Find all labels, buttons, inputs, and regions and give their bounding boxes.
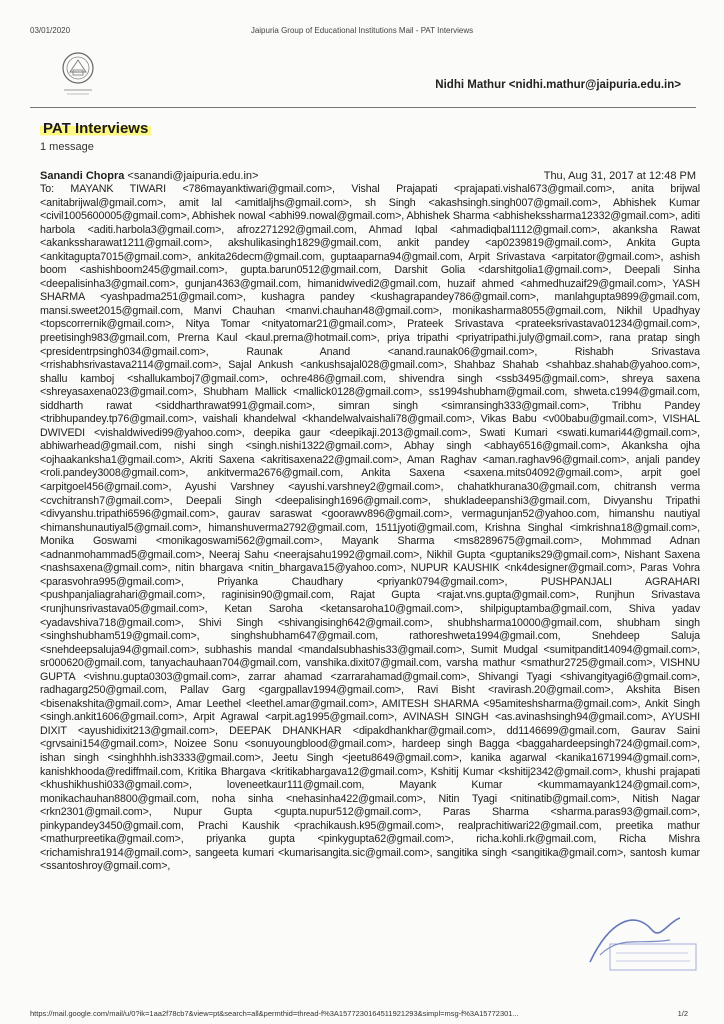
institution-stamp	[580, 900, 700, 980]
message-timestamp: Thu, Aug 31, 2017 at 12:48 PM	[543, 170, 696, 182]
stamp-seal-icon	[580, 900, 700, 980]
print-date: 03/01/2020	[30, 26, 71, 35]
message-from	[40, 170, 258, 182]
header-divider	[30, 107, 696, 108]
sender-email: <sanandi@jaipuria.edu.in>	[127, 170, 259, 182]
thread-subject: PAT Interviews	[40, 120, 151, 137]
jaipuria-logo	[56, 46, 100, 102]
account-email: Nidhi Mathur <nidhi.mathur@jaipuria.edu.in>	[435, 79, 681, 91]
print-title: Jaipuria Group of Educational Institutions Mail - PAT Interviews	[250, 26, 474, 35]
page-number: 1/2	[677, 1009, 688, 1018]
sender-name: Sanandi Chopra	[40, 170, 125, 182]
message-count: 1 message	[40, 141, 94, 153]
crest-icon	[56, 46, 100, 102]
print-url: https://mail.google.com/mail/u/0?ik=1aa2f78cb7&view=pt&search=all&permthid=thread-f%3A1577230164511921293&simpl=msg-f%3A15772301...	[30, 1009, 519, 1018]
recipient-list: To: MAYANK TIWARI <786mayanktiwari@gmail.com>, Vishal Prajapati <prajapati.vishal673@gmail.com>, anita brijwal <anitabrijwal@gmail.com>, amit lal <amitlaljhs@gmail.com>, sh Singh <akashsingh.singh007@gmail.com>, Abhishek Kumar <civil1005600005@gmail.com>, Abhishek nowal <abhi99.nowal@gmail.com>, Abhishek Sharma <abhishekssharma12332@gmail.com>, aditi harbola <aditi.harbola3@gmail.com>, afroz271292@gmail.com, Ahmad Iqbal <ahmadiqbal1112@gmail.com>, akanksha Rawat <akankssharawat1211@gmail.com>, akshulikasingh1829@gmail.com, ankit pandey <ap0239819@gmail.com>, Ankita Gupta <ankitagupta7015@gmail.com>, ankita26decm@gmail.com, guptaaparna94@gmail.com, Arpit Srivastava <arpitator@gmail.com>, ashish boom <ashishboom245@gmail.com>, gupta.barun0512@gmail.com, Darshit Golia <darshitgolia1@gmail.com>, Deepali Sinha <deepalisinha3@gmail.com>, gunjan4363@gmail.com, himanidwivedi2@gmail.com, huzaif ahmed <ahmedhuzaif29@gmail.com>, YASH SHARMA <yashpadma251@gmail.com>, kushagra pandey <kushagrapandey786@gmail.com>, manlahgupta9899@gmail.com, mansi.sweet2015@gmail.com, Manvi Chauhan <manvi.chauhan48@gmail.com>, monikasharma8055@gmail.com, Nikhil Upadhyay <topscorrernik@gmail.com>, Nitya Tomar <nityatomar21@gmail.com>, Prateek Srivastava <prateeksrivastava01234@gmail.com>, preetisingh983@gmail.com, Prerna Kaul <kaul.prerna@hotmail.com>, priya tripathi <priyatripathi.july@gmail.com>, rana pratap singh <presidentrpsingh034@gmail.com>, Raunak Anand <anand.raunak06@gmail.com>, Rishabh Srivastava <rrishabhsrivastava2114@gmail.com>, Sajal Ankush <ankushsajal028@gmail.com>, Shahbaz Shahab <shahbaz.shahab@yahoo.com>, shallu kamboj <shallukamboj7@gmail.com>, ochre486@gmail.com, shivendra singh <ssb3495@gmail.com>, shreya saxena <shreyasaxena023@gmail.com>, Shubham Mallick <mallick0128@gmail.com>, ss1994shubham@gmail.com, shweta.c1994@gmail.com, siddharth rawat <siddharthrawat991@gmail.com>, simran singh <simransingh333@gmail.com>, Tribhu Pandey <tribhupandey.tp76@gmail.com>, vaishali khandelwal <khandelwalvaishali78@gmail.com>, Vikas Babu <v00babu@gmail.com>, VISHAL DWIVEDI <vishaldwivedi99@yahoo.com>, deepika gaur <deepikaji.2013@gmail.com>, Swati Kumari <swati.kumari44@gmail.com>, abhiwarhead@gmail.com, nishi singh <singh.nishi1322@gmail.com>, Abhay singh <abhay6516@gmail.com>, Akanksha ojha <ojhaakanksha1@gmail.com>, Akriti Saxena <akritisaxena22@gmail.com>, Aman Raghav <aman.raghav96@gmail.com>, anjali pandey <roli.pandey3008@gmail.com>, ankitverma2676@gmail.com, Ankita Saxena <saxena.mits04092@gmail.com>, arpit goel <arpitgoel456@gmail.com>, Ayushi Varshney <ayushi.varshney2@gmail.com>, chahatkhurana30@gmail.com, chitransh verma <cvchitransh7@gmail.com>, Deepali Singh <deepalisingh1696@gmail.com>, shukladeepanshi3@gmail.com, Divyanshu Tripathi <divyanshu.tripathi6596@gmail.com>, gaurav saraswat <goorawv896@gmail.com>, vermagunjan52@yahoo.com, himanshu nautiyal <himanshunautiyal5@gmail.com>, himanshuverma2792@gmail.com, 1511jyoti@gmail.com, Krishna Singhal <imkrishna18@gmail.com>, Monika Goswami <monikagoswami562@gmail.com>, Mayank Sharma <ms8289675@gmail.com>, Mohmmad Adnan <adnanmohammad5@gmail.com>, Neeraj Sahu <neerajsahu1992@gmail.com>, Nikhil Gupta <guptaniks29@gmail.com>, Nishant Saxena <nashsaxena@gmail.com>, nitin bhargava <nitin_bhargava15@yahoo.com>, NUPUR KAUSHIK <nk4designer@gmail.com>, Paras Vohra <parasvohra995@gmail.com>, Priyanka Chaudhary <priyank0794@gmail.com>, PUSHPANJALI AGRAHARI <pushpanjaliagrahari@gmail.com>, raginisin90@gmail.com, Rajat Gupta <rajat.vns.gupta@gmail.com>, Runjhun Srivastava <runjhunsrivastava05@gmail.com>, Ketan Saroha <ketansaroha10@gmail.com>, shilpiguptamba@gmail.com, Shiva yadav <yadavshiva718@gmail.com>, Shivi Singh <shivangisingh642@gmail.com>, shubhsharma10000@gmail.com, shubham singh <singhshubham519@gmail.com>, singhshubham647@gmail.com, rathoreshweta1994@gmail.com, Snehdeep Saluja <snehdeepsaluja94@gmail.com>, subhashis mandal <mandalsubhashis33@gmail.com>, Sumit Mudgal <sumitpandit14094@gmail.com>, sr000620@gmail.com, tanyachauhaan704@gmail.com, vanshika.dixit07@gmail.com, varsha mathur <smathur2725@gmail.com>, VISHNU GUPTA <vishnu.gupta0303@gmail.com>, zarrar ahamad <zarrarahamad@gmail.com>, Shivangi Tyagi <shivangityagi6@gmail.com>, radhagarg250@gmail.com, Pallav Garg <gargpallav1994@gmail.com>, Ravi Bisht <ravirash.20@gmail.com>, Akshita Bisen <bisenakshita@gmail.com>, Amar Leethel <leethel.amar@gmail.com>, AMITESH SHARMA <95amiteshsharma@gmail.com>, Ankit Singh <singh.ankit1606@gmail.com>, Arpit Agrawal <arpit.ag1995@gmail.com>, AVINASH SINGH <as.avinashsingh94@gmail.com>, AYUSHI DIXIT <ayushidixit213@gmail.com>, DEEPAK DHANKHAR <dipakdhankhar@gmail.com>, dd1146699@gmail.com, Gaurav Saini <grvsaini154@gmail.com>, Noizee Sonu <sonuyoungblood@gmail.com>, hardeep singh Bagga <baggahardeepsingh724@gmail.com>, ishan singh <singhhhh.ish3333@gmail.com>, Jeetu Singh <jeetu8649@gmail.com>, kanika agarwal <kanika1671994@gmail.com>, kanishkhooda@rediffmail.com, Kritika Bhargava <kritikabhargava12@gmail.com>, Kshitij Kumar <kshitij2342@gmail.com>, khushi prajapati <khushikhushi033@gmail.com>, loveneetkaur111@gmail.com, Mayank Kumar <kummamayank124@gmail.com>, monikachauhan8800@gmail.com, noha sinha <nehasinha422@gmail.com>, Nitin Tyagi <nitinatib@gmail.com>, Nitish Nagar <rkn2301@gmail.com>, Nupur Gupta <gupta.nupur512@gmail.com>, Paras Sharma <sharma.paras93@gmail.com>, pinkypandey3450@gmail.com, Prachi Kaushik <prachikaush.k95@gmail.com>, realprachitiwari22@gmail.com, preetika mathur <mathurpreetika@gmail.com>, priyanka gupta <pinkygupta62@gmail.com>, richa.kohli.rk@gmail.com, Richa Mishra <richamishra1914@gmail.com>, sangeeta kumari <kumarisangita.sic@gmail.com>, sangitika singh <sangitika@gmail.com>, santosh kumar <ssantoshroy@gmail.com>,	[40, 183, 700, 873]
